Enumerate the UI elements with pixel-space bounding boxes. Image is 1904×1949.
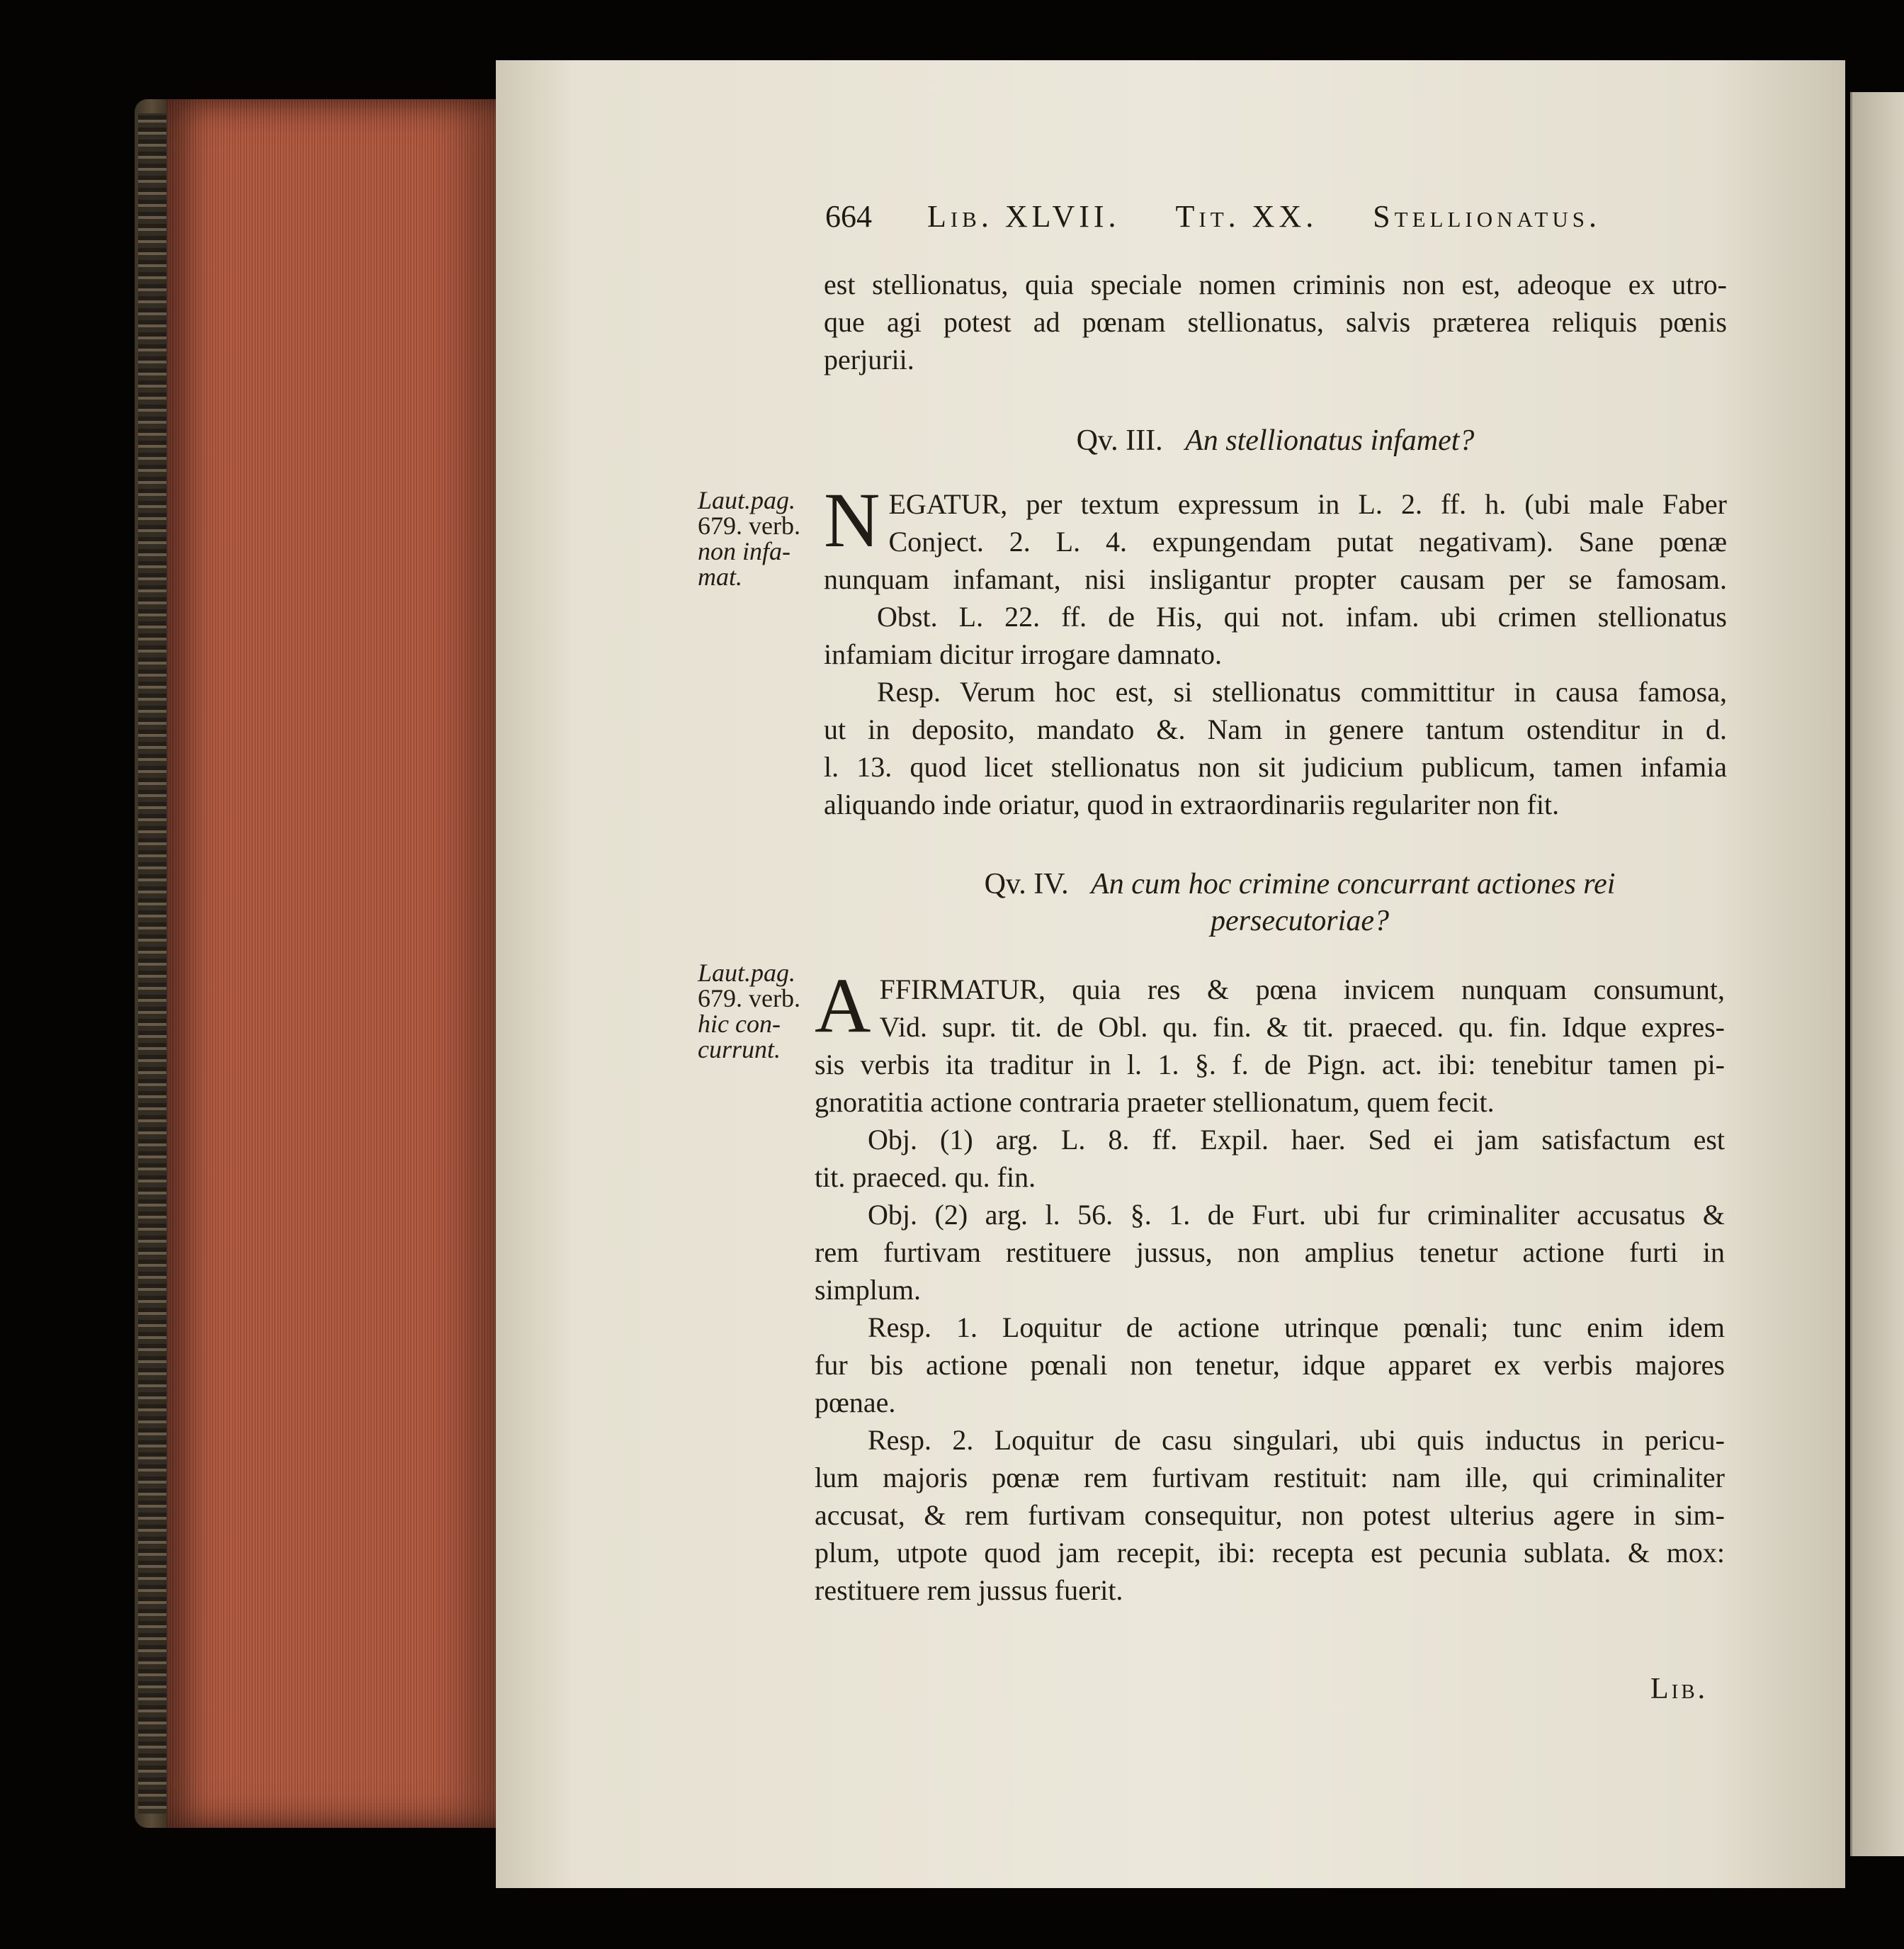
drop-capital: N — [824, 477, 880, 563]
marbled-cover-edge — [138, 113, 166, 1814]
margin-line: Laut.pag. — [698, 959, 796, 987]
text-line: sis verbis ita traditur in l. 1. §. f. de Pign. act. ibi: tenebitur tamen pi- — [815, 1049, 1725, 1080]
text-line: Obj. (2) arg. l. 56. §. 1. de Furt. ubi fur criminaliter accusatus & — [868, 1199, 1725, 1231]
running-header — [825, 198, 1601, 235]
page-edges-stack — [166, 99, 499, 1828]
question-4-heading — [892, 866, 1707, 939]
question-text-continued: persecutoriae? — [1211, 905, 1389, 937]
text-line: EGATUR, per textum expressum in L. 2. ff. h. (ubi male Faber — [888, 488, 1727, 520]
question-text: An stellionatus infamet? — [1185, 424, 1475, 457]
margin-line: currunt. — [698, 1035, 781, 1063]
margin-line: hic con- — [698, 1010, 781, 1038]
text-line: fur bis actione pœnali non tenetur, idque apparet ex verbis majores — [815, 1349, 1725, 1381]
question-text: An cum hoc crimine concurrant actiones rei — [1091, 868, 1616, 900]
margin-line: Laut.pag. — [698, 486, 796, 514]
margin-line: 679. verb. — [698, 512, 800, 540]
text-line: Obst. L. 22. ff. de His, qui not. infam. ubi crimen stellionatus — [877, 601, 1727, 633]
text-line: Vid. supr. tit. de Obl. qu. fin. & tit. praeced. qu. fin. Idque expres- — [879, 1011, 1725, 1043]
facing-page-edge — [1850, 92, 1904, 1856]
text-line: que agi potest ad pœnam stellionatus, salvis præterea reliquis pœnis — [824, 306, 1727, 338]
text-line: gnoratitia actione contraria praeter stellionatum, quem fecit. — [815, 1086, 1495, 1118]
text-line: plum, utpote quod jam recepit, ibi: recepta est pecunia sublata. & mox: — [815, 1537, 1725, 1569]
book-number: Lib. XLVII. — [926, 199, 1121, 234]
text-line: rem furtivam restituere jussus, non amplius tenetur actione furti in — [815, 1236, 1725, 1268]
text-line: infamiam dicitur irrogare damnato. — [824, 638, 1223, 670]
question-label: Qv. IV. — [984, 868, 1069, 900]
text-line: Resp. 1. Loquitur de actione utrinque pœnali; tunc enim idem — [868, 1311, 1725, 1343]
margin-line: mat. — [698, 563, 742, 591]
text-line: Resp. Verum hoc est, si stellionatus committitur in causa famosa, — [877, 676, 1727, 708]
question-3-heading — [824, 424, 1727, 458]
question-label: Qv. III. — [1076, 424, 1163, 457]
text-line: FFIRMATUR, quia res & pœna invicem nunquam consumunt, — [879, 973, 1725, 1005]
text-line: accusat, & rem furtivam consequitur, non potest ulterius agere in sim- — [815, 1499, 1725, 1531]
text-line: Conject. 2. L. 4. expungendam putat negativam). Sane pœnæ — [888, 526, 1727, 558]
text-line: restituere rem jussus fuerit. — [815, 1574, 1123, 1606]
title-number: Tit. XX. — [1175, 199, 1318, 234]
margin-note-q3 — [698, 487, 825, 589]
text-line: perjurii. — [824, 344, 914, 375]
text-line: ut in deposito, mandato &. Nam in genere tantum ostenditur in d. — [824, 713, 1727, 745]
text-line: simplum. — [815, 1274, 922, 1306]
text-line: pœnae. — [815, 1386, 896, 1418]
title-name: Stellionatus. — [1373, 199, 1601, 234]
text-line: aliquando inde oriatur, quod in extraordinariis regulariter non fit. — [824, 789, 1560, 820]
margin-note-q4 — [698, 960, 825, 1062]
text-line: l. 13. quod licet stellionatus non sit judicium publicum, tamen infamia — [824, 751, 1727, 783]
drop-capital: A — [815, 962, 871, 1049]
text-line: lum majoris pœnæ rem furtivam restituit: nam ille, qui criminaliter — [815, 1462, 1725, 1493]
question-4-body — [815, 962, 1725, 1609]
text-line: Obj. (1) arg. L. 8. ff. Expil. haer. Sed ei jam satisfactum est — [868, 1124, 1725, 1156]
margin-line: 679. verb. — [698, 984, 800, 1012]
margin-line: non infa- — [698, 537, 790, 565]
text-line: Resp. 2. Loquitur de casu singulari, ubi quis inductus in pericu- — [868, 1424, 1725, 1456]
catchword: Lib. — [1650, 1673, 1708, 1705]
page-number: 664 — [825, 199, 872, 234]
text-line: tit. praeced. qu. fin. — [815, 1161, 1036, 1193]
question-3-body — [824, 477, 1727, 823]
opening-paragraph — [824, 266, 1727, 378]
text-line: nunquam infamant, nisi insligantur propter causam per se famosam. — [824, 563, 1727, 595]
text-line: est stellionatus, quia speciale nomen criminis non est, adeoque ex utro- — [824, 269, 1727, 300]
